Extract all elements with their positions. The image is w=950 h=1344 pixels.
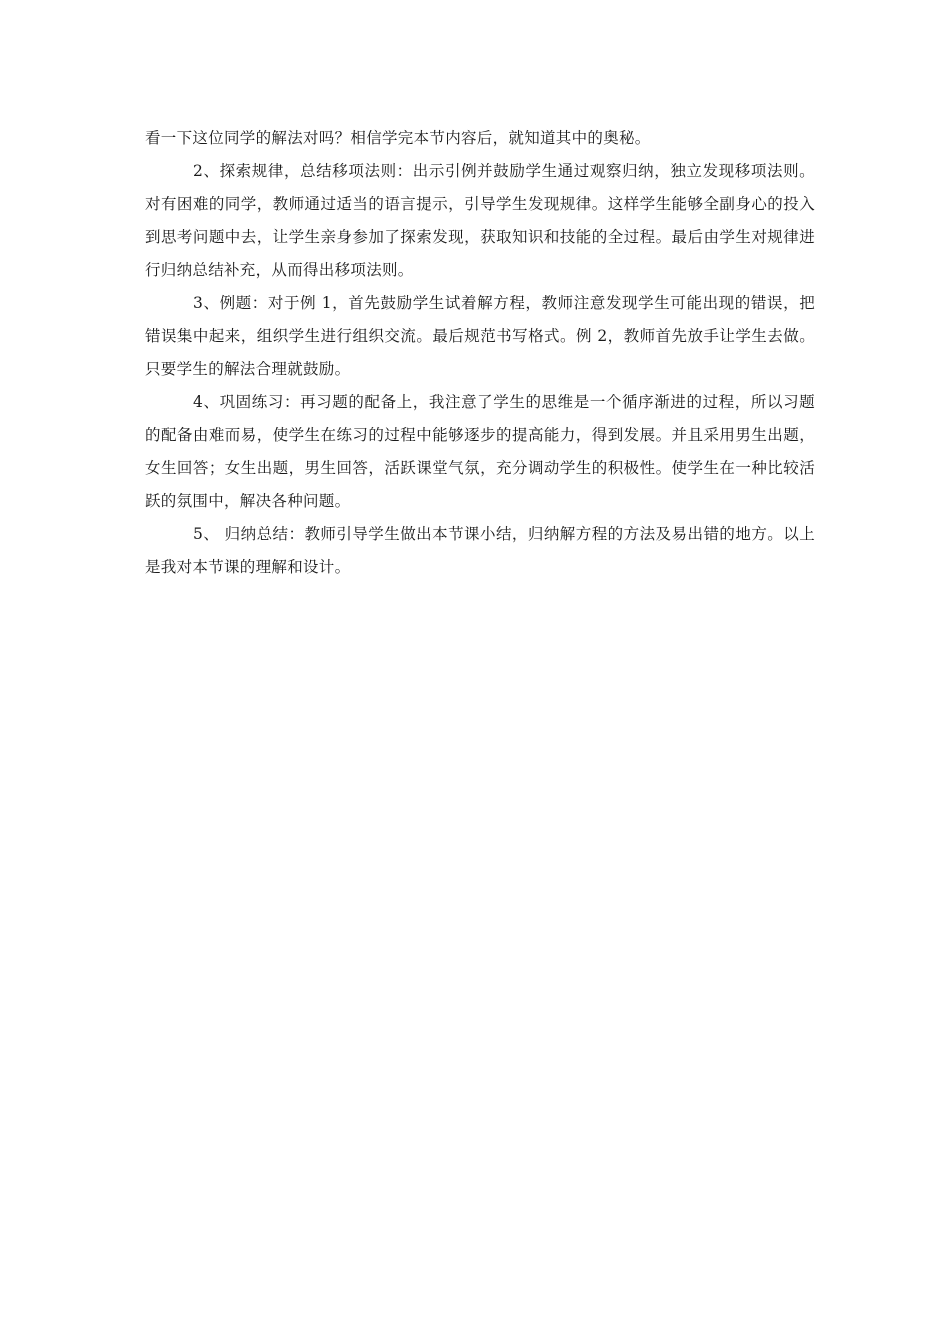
- paragraph-explore-rules: 2、探索规律，总结移项法则：出示引例并鼓励学生通过观察归纳，独立发现移项法则。对有困难的同学，教师通过适当的语言提示，引导学生发现规律。这样学生能够全副身心的投入到思考问题中去，让学生亲身参加了探索发现，获取知识和技能的全过程。最后由学生对规律进行归纳总结补充，从而得出移项法则。: [145, 162, 815, 279]
- paragraph-practice: 4、巩固练习：再习题的配备上，我注意了学生的思维是一个循序渐进的过程，所以习题的配备由难而易，使学生在练习的过程中能够逐步的提高能力，得到发展。并且采用男生出题，女生回答；女生出题，男生回答，活跃课堂气氛，充分调动学生的积极性。使学生在一种比较活跃的氛围中，解决各种问题。: [145, 393, 815, 510]
- paragraph-examples: 3、例题：对于例 1，首先鼓励学生试着解方程，教师注意发现学生可能出现的错误，把错误集中起来，组织学生进行组织交流。最后规范书写格式。例 2，教师首先放手让学生去做。只要学生的解法合理就鼓励。: [145, 294, 815, 378]
- document-body: [145, 122, 815, 584]
- paragraph-summary: 5、 归纳总结：教师引导学生做出本节课小结，归纳解方程的方法及易出错的地方。以上是我对本节课的理解和设计。: [145, 525, 815, 576]
- paragraph-intro: 看一下这位同学的解法对吗？相信学完本节内容后，就知道其中的奥秘。: [145, 129, 651, 147]
